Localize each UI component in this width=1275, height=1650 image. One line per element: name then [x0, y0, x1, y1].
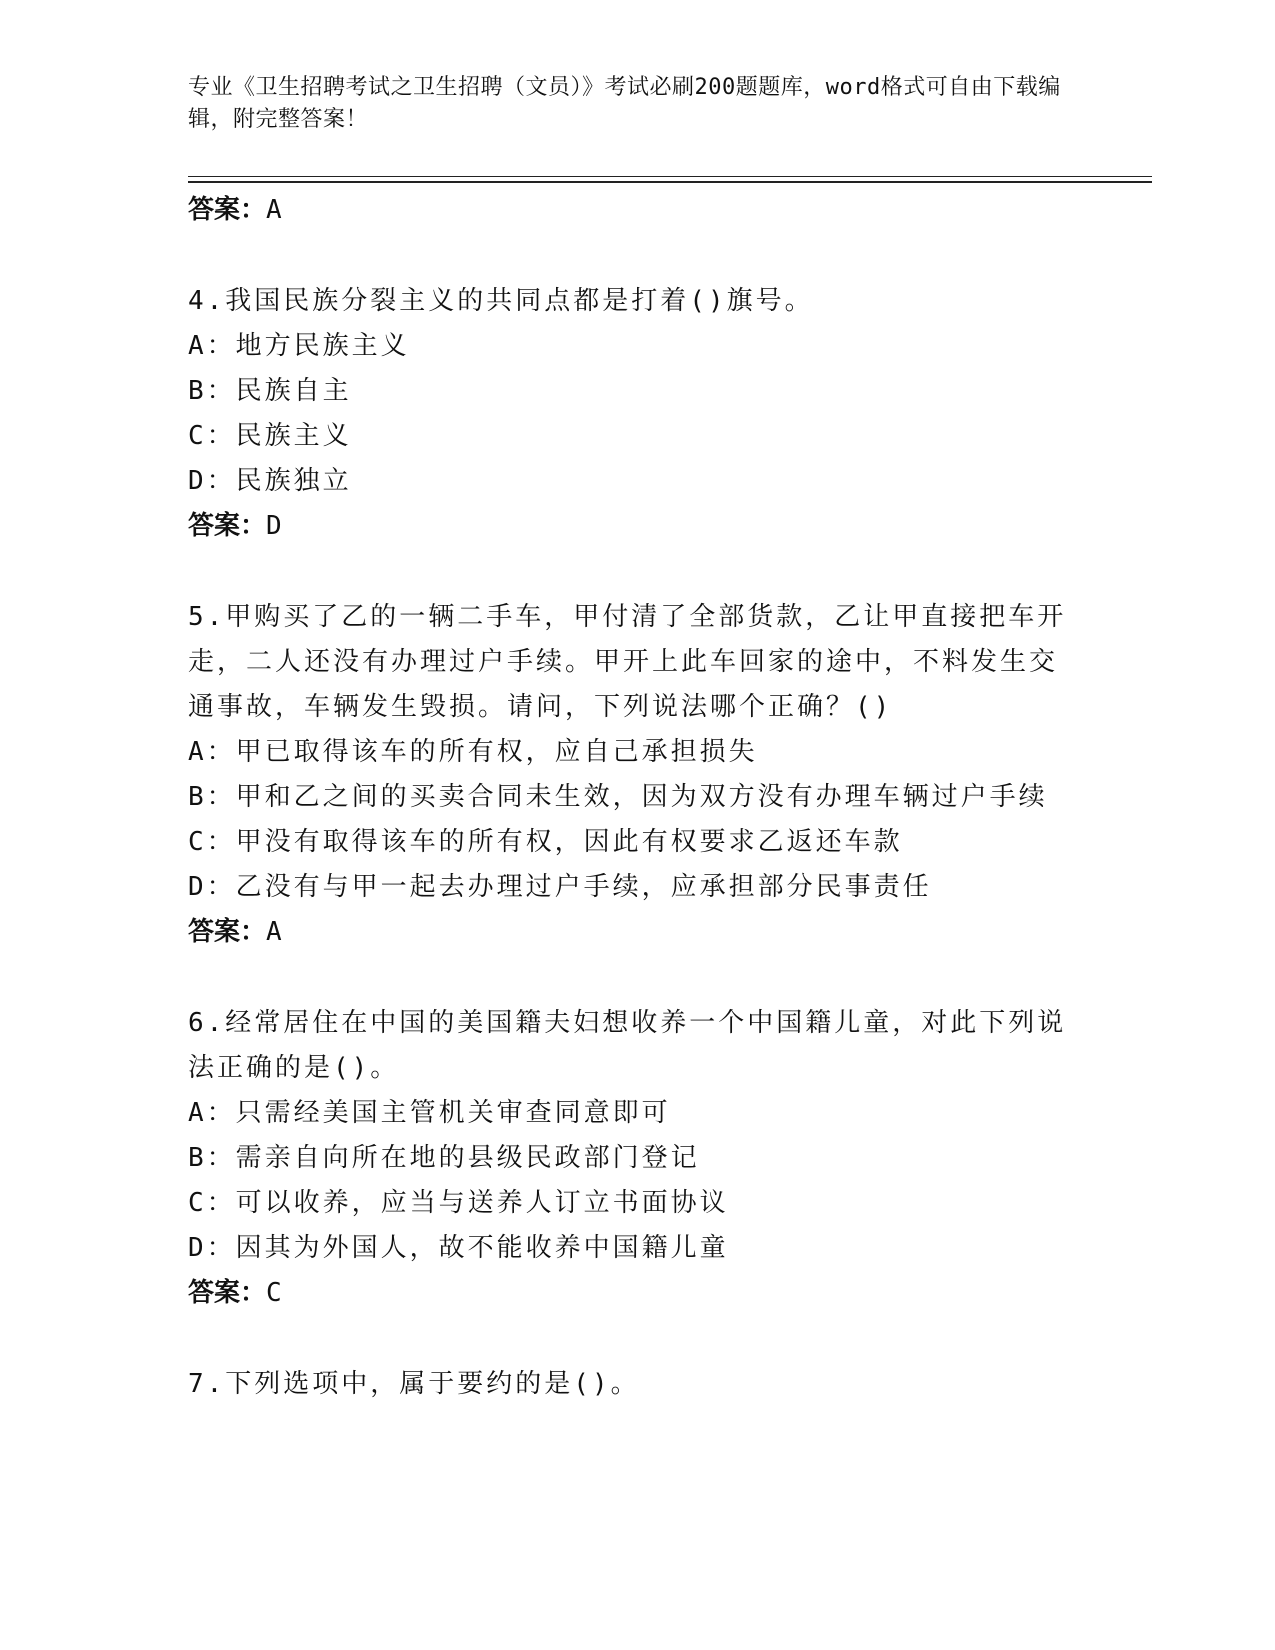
document-header: 专业《卫生招聘考试之卫生招聘（文员）》考试必刷200题题库，word格式可自由下载编辑，附完整答案！ [188, 75, 1061, 132]
answer-line [188, 1271, 1068, 1316]
answer-label: 答案： [188, 917, 267, 947]
option-a: A：只需经美国主管机关审查同意即可 [188, 1098, 671, 1128]
answer-line [188, 188, 1068, 233]
answer-value: A [266, 195, 282, 225]
spacer [188, 549, 1068, 595]
header-rule-thick [188, 181, 1152, 183]
option-c: C：民族主义 [188, 421, 352, 451]
question-text: 7.下列选项中，属于要约的是()。 [188, 1369, 640, 1399]
spacer [188, 955, 1068, 1001]
answer-label: 答案： [188, 511, 267, 541]
answer-value: A [266, 917, 282, 947]
question-text: 6.经常居住在中国的美国籍夫妇想收养一个中国籍儿童，对此下列说法正确的是()。 [188, 1008, 1067, 1083]
option-b: B：民族自主 [188, 376, 352, 406]
option-a: A：地方民族主义 [188, 331, 410, 361]
answer-label: 答案： [188, 1278, 267, 1308]
option-c: C：甲没有取得该车的所有权，因此有权要求乙返还车款 [188, 827, 903, 857]
answer-label: 答案： [188, 195, 267, 225]
header-rule-thin [188, 176, 1152, 177]
spacer [188, 1316, 1068, 1362]
option-d: D：民族独立 [188, 466, 352, 496]
answer-value: C [266, 1278, 282, 1308]
answer-value: D [266, 511, 282, 541]
answer-line [188, 504, 1068, 549]
option-a: A：甲已取得该车的所有权，应自己承担损失 [188, 737, 758, 767]
option-c: C：可以收养，应当与送养人订立书面协议 [188, 1188, 729, 1218]
question-text: 5.甲购买了乙的一辆二手车，甲付清了全部货款，乙让甲直接把车开走，二人还没有办理过户手续。甲开上此车回家的途中，不料发生交通事故，车辆发生毁损。请问，下列说法哪个正确？() [188, 602, 1067, 722]
question-text: 4.我国民族分裂主义的共同点都是打着()旗号。 [188, 286, 814, 316]
option-d: D：因其为外国人，故不能收养中国籍儿童 [188, 1233, 729, 1263]
option-b: B：甲和乙之间的买卖合同未生效，因为双方没有办理车辆过户手续 [188, 782, 1048, 812]
question-list [188, 188, 1068, 1407]
option-d: D：乙没有与甲一起去办理过户手续，应承担部分民事责任 [188, 872, 932, 902]
answer-line [188, 910, 1068, 955]
option-b: B：需亲自向所在地的县级民政部门登记 [188, 1143, 700, 1173]
spacer [188, 233, 1068, 279]
